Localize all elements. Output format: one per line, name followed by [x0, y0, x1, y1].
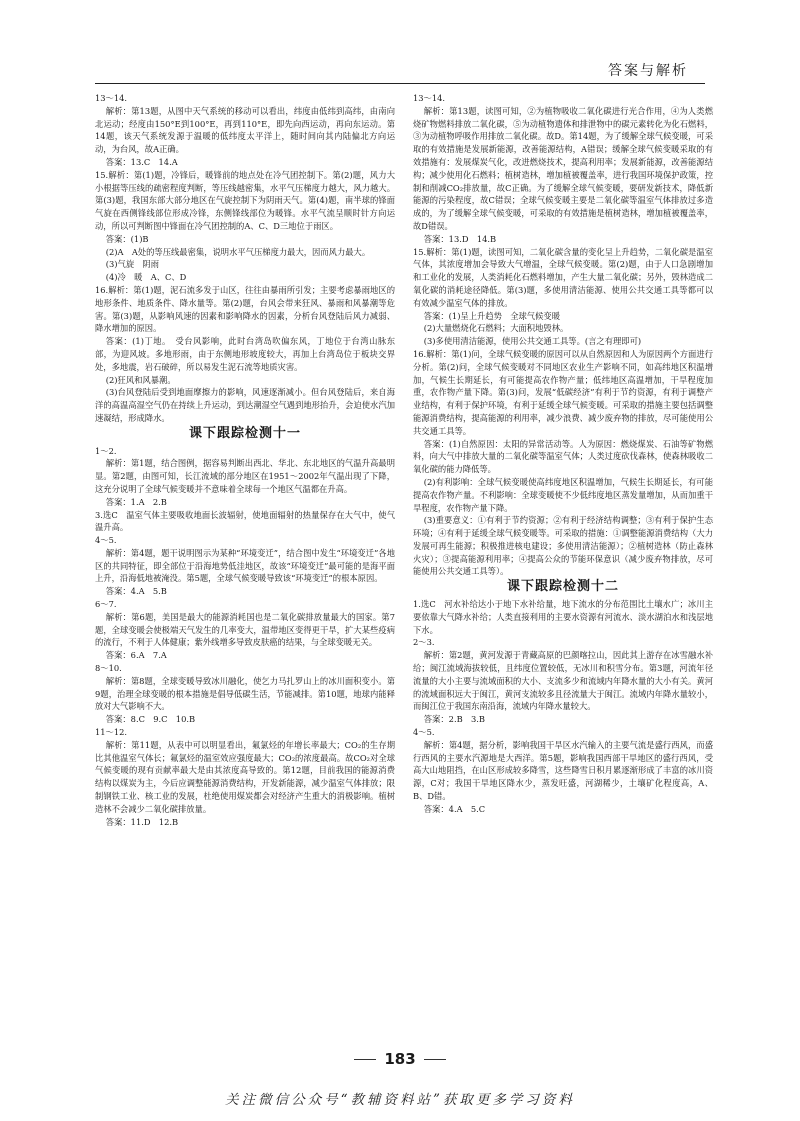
answer-paragraph: 4～5. [95, 535, 117, 546]
answer-paragraph: 答案：13.C 14.A [105, 156, 178, 167]
answer-paragraph: (2)大量燃烧化石燃料；大面积地毁林。 [423, 323, 569, 334]
answer-paragraph: 16.解析：第(1)问，全球气候变暖的原因可以从自然原因和人为原因两个方面进行分析。第(2)问，全球气候变暖对不同地区农业生产影响不同，如高纬地区积温增加，气候生长期延长，有可能提高农作物产量；低纬地区高温增加，干旱程度加重，农作物产量下降。第(3)问，发展“低碳经济”有利于节约资源，有利于调整产业结构，有利于保护环境，有利于延缓全球气候变暖。可采取的措施主要包括调整能源消费结构，提高能源的利用率，减少浪费、减少废弃物的排放，尽可能使用公共交通工具等。 [413, 348, 713, 436]
answer-paragraph: 4～5. [413, 727, 435, 738]
section-title: 课下跟踪检测十二 [506, 579, 619, 595]
answer-paragraph: 答案：6.A 7.A [105, 650, 167, 661]
answer-paragraph: 1.选C 河水补给达小于地下水补给量，地下流水的分布范围比土壤水广；冰川主要依靠大气降水补给；人类直接利用的主要水资源有河流水、淡水湖泊水和浅层地下水。 [413, 599, 713, 635]
answer-paragraph: 答案：(1)呈上升趋势 全球气候变暖 [423, 310, 560, 321]
answer-paragraph: 13～14. [95, 93, 128, 103]
answer-paragraph: 解析：第4题，据分析，影响我国干旱区水汽输入的主要气流是盛行西风，而盛行西风的主要水汽源地是大西洋。第5题，影响我国西部干旱地区的盛行西风，受高大山地阻挡，在山区形成较多降雪，这些降雪日积月累逐渐形成了丰富的冰川资源，C对；我国干旱地区降水少，蒸发旺盛，河湖稀少，土壤矿化程度高，A、B、D错。 [413, 739, 713, 802]
right-column [413, 92, 713, 816]
answer-paragraph: 解析：第1题，结合图例，据容易判断出西北、华北、东北地区的气温升高最明显。第2题，由图可知，长江流域的部分地区在1951～2002年气温出现了下降，这充分说明了全球气候变暖并不意味着全球每一个地区气温都在升高。 [95, 458, 395, 494]
answer-paragraph: 答案：13.D 14.B [423, 233, 497, 244]
answer-paragraph: 解析：第6题，美国是最大的能源消耗国也是二氧化碳排放量最大的国家。第7题，全球变暖会使极端天气发生的几率变大，温带地区变得更干旱，扩大某些疫病的流行，不利于人体健康；紫外线增多导致皮肤癌的结果，与全球变暖无关。 [95, 611, 395, 648]
answer-paragraph: 8～10. [95, 663, 122, 674]
answer-paragraph: 13～14. [413, 93, 446, 103]
answer-paragraph: 答案：4.A 5.C [423, 803, 486, 814]
answer-paragraph: (3)多使用清洁能源，使用公共交通工具等。(言之有理即可) [423, 336, 642, 347]
answer-paragraph: 3.选C 温室气体主要吸收地面长波辐射，使地面辐射的热量保存在大气中，使气温升高。 [95, 509, 395, 533]
answer-paragraph: 解析：第11题，从表中可以明显看出，氟氯烃的年增长率最大；CO₂的生存期比其他温室气体长；氟氯烃的温室效应强度最大；CO₂的浓度最高。故CO₂对全球气候变暖的现有贡献率最大是由其浓度高导致的。第12题，目前我国的能源消费结构以煤炭为主，今后应调整能源消费结构，开发新能源，减少温室气体排放；限制钢铁工业、核工业的发展，杜绝使用煤炭都会对经济产生重大的消极影响。植树造林不会减少二氧化碳排放量。 [95, 739, 395, 814]
header-title: 答案与解析 [608, 63, 688, 79]
answer-paragraph: 解析：第13题，从图中天气系统的移动可以看出，纬度由低纬到高纬，由南向北运动；经度由150°E到100°E，再到110°E，即先向西运动，再向东运动。第14题，该天气系统发源于温暖的低纬度太平洋上，随时间向其内陆偏北方向运动，为台风，故A正确。 [95, 105, 395, 155]
answer-paragraph: (3)气旋 阴雨 [105, 259, 160, 270]
answer-paragraph: (2)狂风和风暴潮。 [105, 374, 176, 385]
answer-paragraph: (3)台风登陆后受到地面摩擦力的影响，风速逐渐减小。但台风登陆后，来自海洋的高温高湿空气仍在持续上升运动，到达潮湿空气遇到地形抬升，会迫使水汽加速凝结，形成降水。 [95, 387, 395, 423]
answer-paragraph: 11～12. [95, 727, 128, 738]
answer-paragraph: 答案：(1)丁地。 受台风影响，此时台湾岛吹偏东风，丁地位于台湾山脉东部，为迎风坡。多地形雨，由于东侧地形坡度较大，再加上台湾岛位于板块交界处，多地震，岩石破碎，所以易发生泥石流等地质灾害。 [95, 336, 395, 372]
answer-paragraph: 答案：(1)自然原因：太阳的异常活动等。人为原因：燃烧煤炭、石油等矿物燃料，向大气中排放大量的二氧化碳等温室气体；人类过度砍伐森林，使森林吸收二氧化碳的能力降低等。 [413, 438, 713, 475]
answer-paragraph: 15.解析：第(1)题，读图可知，二氧化碳含量的变化呈上升趋势，二氧化碳是温室气体，其浓度增加会导致大气增温，全球气候变暖。第(2)题，由于人口急剧增加和工业化的发展，人类消耗化石燃料增加，产生大量二氧化碳；另外，毁林造成二氧化碳的消耗途径降低。第(3)题，多使用清洁能源、使用公共交通工具等都可以有效减少温室气体的排放。 [413, 246, 713, 308]
answer-paragraph: 答案：1.A 2.B [105, 496, 167, 507]
header-rule [95, 83, 705, 84]
answer-paragraph: 16.解析：第(1)题，泥石流多发于山区，往往由暴雨所引发；主要考虑暴雨地区的地形条件、地质条件、降水量等。第(2)题，台风会带来狂风、暴雨和风暴潮等危害。第(3)题，从影响风速的因素和影响降水的因素，分析台风登陆后风力减弱、降水增加的原因。 [95, 284, 395, 334]
answer-paragraph: 答案：11.D 12.B [105, 816, 179, 827]
answer-paragraph: 解析：第4题，题干说明图示为某种“环境变迁”，结合图中发生“环境变迁”各地区的共同特征，即全部位于沿海地势低洼地区，故该“环境变迁”最可能的是海平面上升，沿海低地被淹没。第5题，全球气候变暖导致该“环境变迁”的根本原因。 [95, 547, 395, 584]
footer-note: 关注微信公众号“教辅资料站”获取更多学习资料 [225, 1092, 575, 1108]
answer-paragraph: (2)有利影响：全球气候变暖使高纬度地区积温增加，气候生长期延长，有可能提高农作物产量。不利影响：全球变暖使不少低纬度地区蒸发量增加，从而加重干旱程度，农作物产量下降。 [413, 476, 713, 513]
answer-paragraph: 1～2. [95, 445, 117, 456]
answer-paragraph: 答案：4.A 5.B [105, 586, 167, 597]
page-number: 183 [0, 1050, 800, 1068]
answer-paragraph: 解析：第8题，全球变暖导致冰川融化，使乞力马扎罗山上的冰川面积变小。第9题，治理全球变暖的根本措施是倡导低碳生活，节能减排。第10题，地球内能释放对大气影响不大。 [95, 675, 395, 712]
answer-paragraph: 6～7. [95, 599, 117, 610]
answer-paragraph: 答案：2.B 3.B [423, 714, 485, 725]
answer-paragraph: 答案：8.C 9.C 10.B [105, 714, 196, 725]
answer-paragraph: 答案：(1)B [105, 233, 149, 244]
answer-paragraph: (3)重要意义：①有利于节约资源；②有利于经济结构调整；③有利于保护生态环境；④有利于延缓全球气候变暖等。可采取的措施：①调整能源消费结构（大力发展可再生能源；积极推进核电建设；多使用清洁能源）；②植树造林（防止森林火灾）；③提高能源利用率；④提高公众的节能环保意识（减少废弃物排放，尽可能使用公共交通工具等）。 [413, 515, 713, 577]
answer-paragraph: (4)冷 暖 A、C、D [105, 272, 187, 283]
section-title: 课下跟踪检测十一 [188, 425, 301, 441]
answer-paragraph: 2～3. [413, 637, 435, 648]
left-column [95, 92, 395, 828]
answer-paragraph: 15.解析：第(1)题，冷锋后，暖锋前的地点处在冷气团控制下。第(2)题，风力大小根据等压线的疏密程度判断，等压线越密集，水平气压梯度力越大，风力越大。第(3)题，我国东部大部分地区在气旋控制下为阴雨天气。第(4)题，南半球的锋面气旋在西侧锋线部位形成冷锋，东侧锋线部位为暖锋。水平气流呈顺时针方向运动，所以可判断图中锋面在冷气团控制的A、C、D三地位于雨区。 [95, 169, 395, 231]
answer-paragraph: 解析：第13题，读图可知，②为植物吸收二氧化碳进行光合作用，④为人类燃烧矿物燃料排放二氧化碳，⑤为动植物遗体和排泄物中的碳元素转化为化石燃料，③为动植物呼吸作用排放二氧化碳。故D。第14题，为了缓解全球气候变暖，可采取的有效措施是发展新能源，改善能源结构，A错误；缓解全球气候变暖采取的有效措施有：发展煤炭气化，改进燃烧技术，提高利用率；发展新能源，改善能源结构；减少使用化石燃料；植树造林，增加植被覆盖率，进行我国环境保护政策，控制和削减CO₂排放量，故C正确。为了缓解全球气候变暖，要研发新技术，降低新能源的污染程度，故C错误；全球气候变暖主要是二氧化碳等温室气体排放过多造成的，为了缓解全球气候变暖，可采取的有效措施是植树造林，增加植被覆盖率，故D错误。 [413, 105, 713, 231]
answer-paragraph: 解析：第2题，黄河发源于青藏高原的巴颜喀拉山，因此其上游存在冰雪融水补给；闽江流域海拔较低，且纬度位置较低，无冰川和积雪分布。第3题，河流年径流量的大小主要与流域面积的大小、支流多少和流域内年降水量的大小有关。黄河的流域面积远大于闽江，黄河支流较多且径流量大于闽江。流域内年降水量较小，而闽江位于我国东南沿海，流域内年降水量较大。 [413, 650, 713, 712]
answer-paragraph: (2)A A处的等压线最密集，说明水平气压梯度力最大，因而风力最大。 [105, 246, 371, 257]
